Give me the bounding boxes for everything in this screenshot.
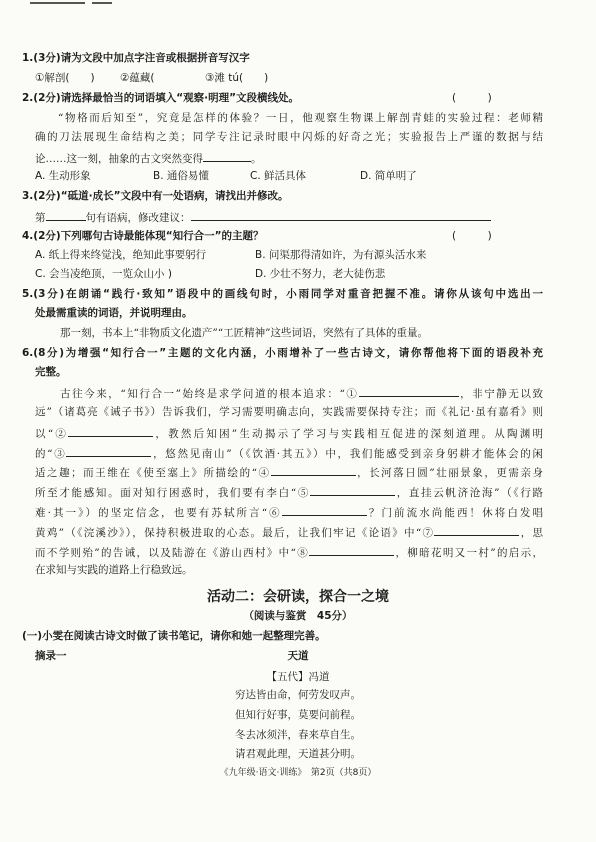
- q6-passage-text: 而不学则殆”的告诫，以及陆游在《游山西村》中“⑧: [35, 547, 310, 559]
- answer-bracket: ( ): [452, 92, 492, 104]
- q2-passage-line: 确的刀法展现生命结构之美；同学专注记录时眼中闪烁的好奇之光；实验报告上严谨的数据与结: [35, 131, 543, 143]
- q6-passage-line: 在求知与实践的道路上行稳致远。: [35, 564, 193, 576]
- q2-passage-line: “物格而后知至”，究竟是怎样的体验？一日，他观察生物课上解剖青蛙的实验过程：老师精: [58, 112, 543, 124]
- answer-blank-2: [68, 425, 153, 437]
- q4-option-c: C. 会当凌绝顶，一览众山小 ): [35, 268, 172, 280]
- answer-blank: [191, 209, 491, 221]
- q6-passage-text: 以“②: [35, 428, 69, 440]
- q6-passage-text: 黄鸡”（《浣溪沙》），保持积极进取的心态。最后，让我们牢记《论语》中“⑦: [35, 527, 435, 539]
- q6-passage-text: ，直挂云帆济沧海”（《行路: [395, 487, 543, 499]
- q2-option-a: A. 生动形象: [35, 170, 91, 182]
- q6-passage-line: [35, 445, 543, 461]
- poem-title: 天道: [287, 650, 309, 662]
- q6-passage-text: ，思: [519, 527, 544, 539]
- answer-blank-8: [309, 544, 394, 556]
- q6-passage-line: [35, 504, 543, 520]
- q4-option-a: A. 纸上得来终觉浅，绝知此事要躬行: [35, 249, 207, 261]
- q2-passage-end: 。: [251, 153, 262, 165]
- answer-blank-1: [359, 385, 459, 397]
- answer-blank: [46, 209, 86, 221]
- answer-blank-3: [66, 445, 151, 457]
- answer-blank-4: [271, 464, 356, 476]
- q4-option-b: B. 问渠那得清如许，为有源头活水来: [255, 249, 427, 261]
- q1-item-1: ①解剖( ): [35, 72, 95, 84]
- scan-edge-mark: [30, 2, 85, 4]
- q6-stem-line: 完整。: [35, 366, 67, 378]
- q6-passage-text: 古往今来，“知行合一”始终是求学问道的根本追求：“①: [60, 388, 359, 400]
- q1-stem: 1.(3分)请为文段中加点字注音或根据拼音写汉字: [22, 52, 250, 64]
- q3-suffix: 句有语病，修改建议：: [85, 212, 191, 224]
- q6-passage-text: ，悠然见南山”（《饮酒·其五》）中，我们能感受到亲身躬耕才能体会的闲: [151, 448, 543, 460]
- q6-passage-line: [35, 484, 543, 500]
- page-footer: 《九年级·语文·训练》 第2页（共8页）: [219, 768, 377, 778]
- q2-option-d: D. 简单明了: [360, 170, 417, 182]
- activity-subtitle: （阅读与鉴赏 45分）: [243, 610, 353, 622]
- q5-stem-line: 5.(3分)在朗诵“践行·致知”语段中的画线句时，小雨同学对重音把握不准。请你从该句中选出一: [22, 288, 543, 300]
- q6-passage-line: [60, 385, 543, 401]
- q6-passage-text: 难·其一》）的坚定信念，也要有苏轼所言“⑥: [35, 507, 282, 519]
- q6-passage-line: [35, 464, 543, 480]
- q6-passage-text: 适之趣；而王维在《使至塞上》所描绘的“④: [35, 467, 271, 479]
- answer-blank-7: [434, 524, 519, 536]
- q6-passage-text: 的“③: [35, 448, 67, 460]
- answer-blank: [203, 150, 251, 162]
- q6-passage-text: ，教然后知困”生动揭示了学习与实践相互促进的深刻道理。从陶渊明: [153, 428, 543, 440]
- q4-option-d: D. 少壮不努力，老大徒伤悲: [255, 268, 386, 280]
- q2-option-c: C. 鲜活具体: [250, 170, 307, 182]
- q2-passage-text: 论……这一刻，抽象的古文突然变得: [35, 153, 203, 165]
- scan-edge-mark: [92, 2, 112, 4]
- q2-option-b: B. 通俗易懂: [153, 170, 209, 182]
- q6-passage-line: [35, 544, 543, 560]
- q3-prefix: 第: [35, 212, 46, 224]
- q5-stem-line: 处最需重读的词语，并说明理由。: [35, 307, 193, 319]
- q6-stem-line: 6.(8分)为增强“知行合一”主题的文化内涵，小雨增补了一些古诗文，请你帮他将下面的语段补充: [22, 347, 543, 359]
- q6-passage-text: ，柳暗花明又一村”的启示，: [394, 547, 543, 559]
- q6-passage-text: ，非宁静无以致: [458, 388, 544, 400]
- q4-stem: 4.(2分)下列哪句古诗最能体现“知行合一”的主题？: [22, 230, 264, 242]
- q3-stem: 3.(2分)“砥道·成长”文段中有一处语病，请找出并修改。: [22, 190, 289, 202]
- poem-line: 但知行好事，莫要问前程。: [235, 709, 361, 721]
- answer-blank-5: [310, 484, 395, 496]
- q2-passage-line: [35, 150, 262, 166]
- excerpt-label: 摘录一: [35, 650, 67, 662]
- section-intro: (一)小雯在阅读古诗文时做了读书笔记，请你和她一起整理完善。: [22, 630, 326, 642]
- q6-passage-line: [35, 524, 543, 540]
- poem-line: 穷达皆由命，何劳发叹声。: [235, 689, 361, 701]
- poem-author: 【五代】冯道: [266, 671, 330, 683]
- answer-bracket: ( ): [452, 230, 492, 242]
- q6-passage-text: ？门前流水尚能西！休将白发唱: [366, 507, 543, 519]
- answer-blank-6: [282, 504, 367, 516]
- q6-passage-line: 远”（诸葛亮《诫子书》）告诉我们，学习需要明确志向，实践需要保持专注；而《礼记·虽有嘉肴》则: [35, 406, 543, 418]
- q3-answer-line: [35, 209, 491, 225]
- q1-item-2: ②蕴藏(: [120, 72, 155, 84]
- poem-line: 请君观此理，天道甚分明。: [235, 748, 361, 760]
- q5-quote: 那一刻，书本上“非物质文化遗产”“工匠精神”这些词语，突然有了具体的重量。: [60, 327, 428, 339]
- q2-stem: 2.(2分)请选择最恰当的词语填入“观察·明理”文段横线处。: [22, 92, 299, 104]
- q6-passage-line: [35, 425, 543, 441]
- q1-item-3: ③滩 tú( ): [205, 72, 269, 84]
- q6-passage-text: 所至才能感知。面对知行困惑时，我们要有李白“⑤: [35, 487, 311, 499]
- activity-title: 活动二：会研读，探合一之境: [207, 589, 389, 605]
- poem-line: 冬去冰须泮，春来草自生。: [235, 729, 361, 741]
- q6-passage-text: ，长河落日圆”壮丽景象，更需亲身: [355, 467, 543, 479]
